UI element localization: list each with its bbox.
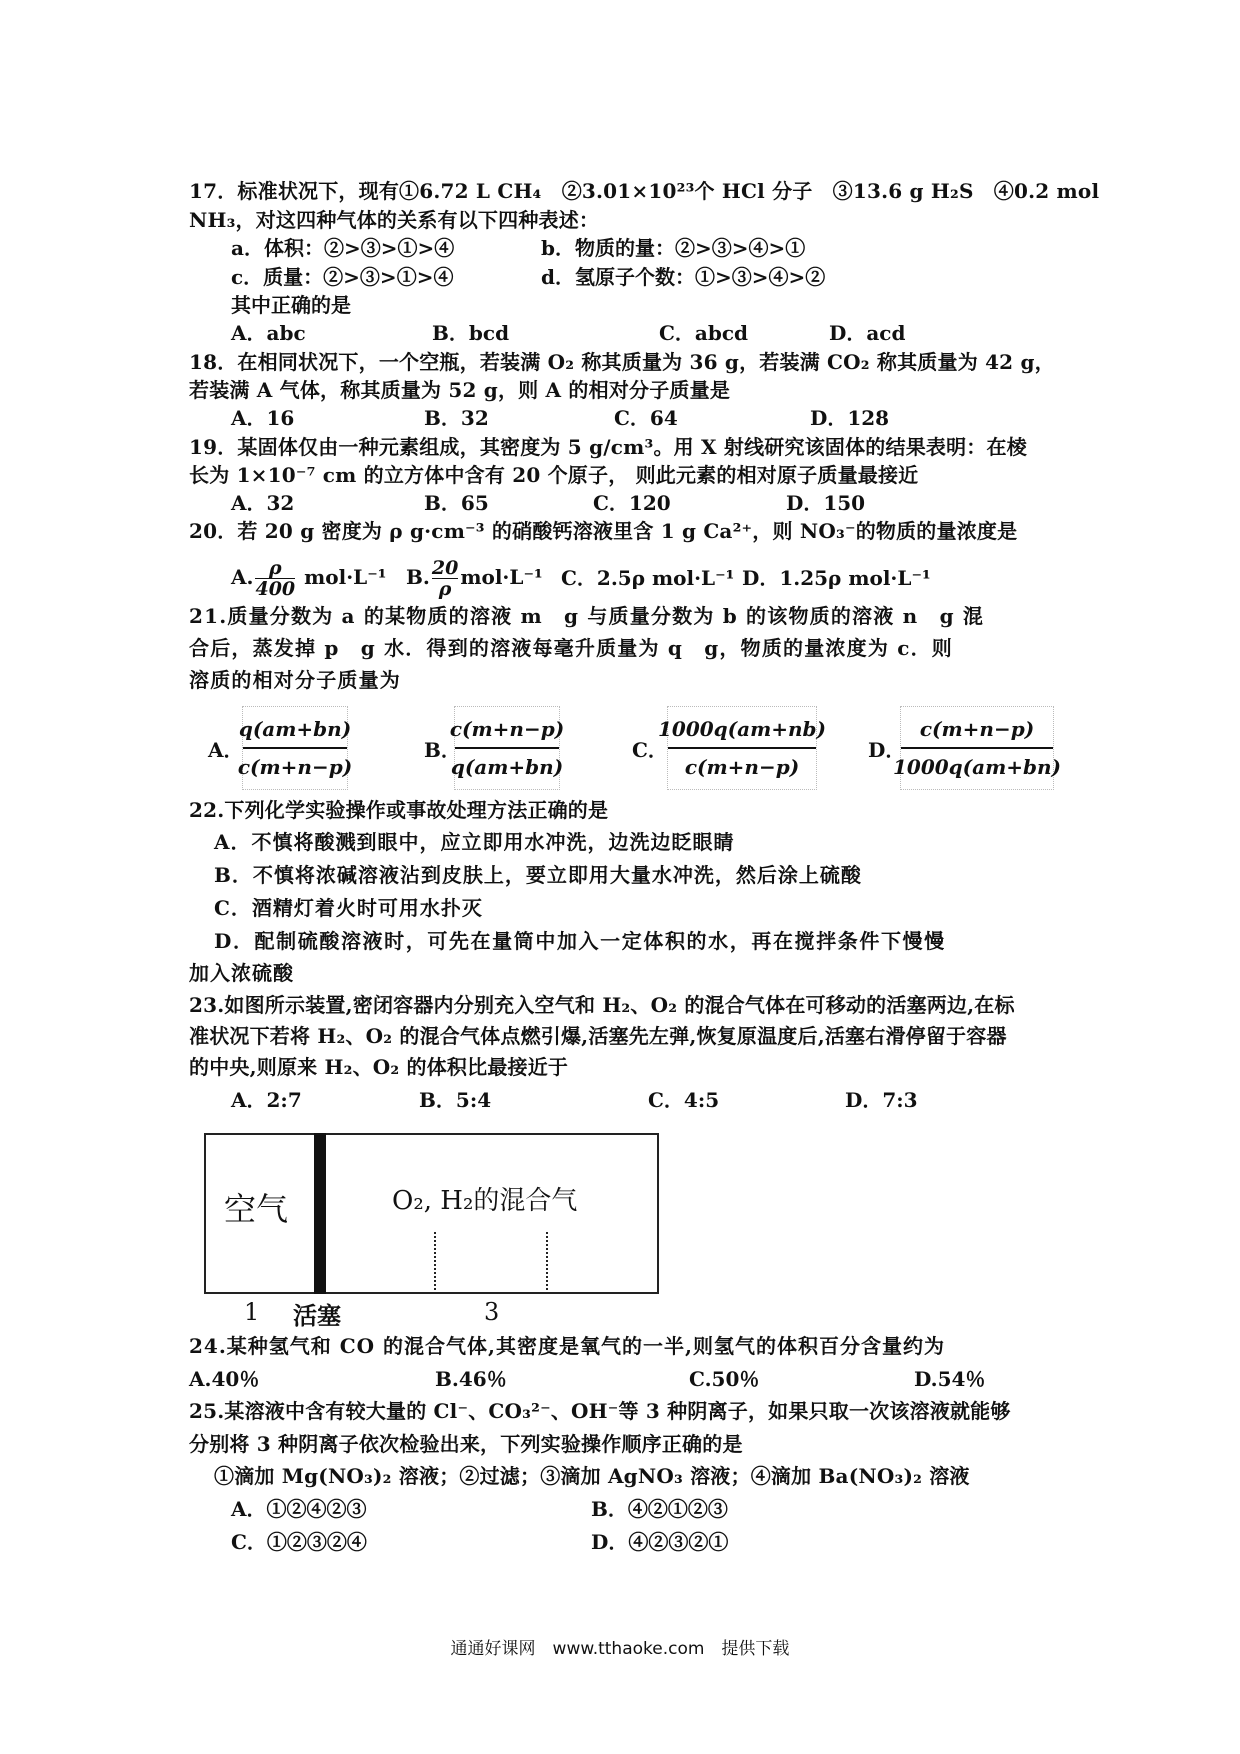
q20-option-a-unit: mol·L⁻¹ (297, 565, 387, 589)
q25-steps: ①滴加 Mg(NO₃)₂ 溶液；②过滤；③滴加 AgNO₃ 溶液；④滴加 Ba(NO₃)₂ 溶液 (214, 1464, 970, 1488)
q18-stem-line1: 18．在相同状况下，一个空瓶，若装满 O₂ 称其质量为 36 g，若装满 CO₂ 称其质量为 42 g， (189, 350, 1055, 374)
q20-option-b-unit: mol·L⁻¹ (460, 565, 543, 589)
q19-option-c: C．120 (593, 491, 671, 515)
q17-statement-a: a．体积：②>③>①>④ (231, 236, 455, 260)
q20-option-b-fraction (432, 558, 458, 599)
q21-stem-line1: 21.质量分数为 a 的某物质的溶液 m g 与质量分数为 b 的该物质的溶液 n g 混 (189, 604, 985, 628)
q21-option-c-numerator: 1000q(am+nb) (658, 717, 826, 741)
q20-option-a-label: A. (231, 565, 254, 589)
fraction-bar (668, 747, 816, 749)
diagram-label-piston: 活塞 (293, 1301, 341, 1330)
q25-option-b: B．④②①②③ (591, 1497, 728, 1521)
q17-option-b: B．bcd (432, 321, 510, 345)
q20-stem: 20．若 20 g 密度为 ρ g·cm⁻³ 的硝酸钙溶液里含 1 g Ca²⁺，则 NO₃⁻的物质的量浓度是 (189, 519, 1018, 543)
q20-option-a-denominator: 400 (255, 578, 296, 600)
q17-option-d: D．acd (829, 321, 906, 345)
q23-stem-line3: 的中央,则原来 H₂、O₂ 的体积比最接近于 (189, 1055, 569, 1079)
q24-option-c: C.50％ (689, 1367, 760, 1391)
q23-option-d: D．7:3 (845, 1088, 918, 1112)
q17-stem-line1: 17．标准状况下，现有①6.72 L CH₄ ②3.01×10²³个 HCl 分子 ③13.6 g H₂S ④0.2 mol (189, 179, 1100, 203)
dashed-marker-right (546, 1232, 548, 1294)
q21-option-a-fraction (237, 706, 353, 790)
q21-option-b-fraction (449, 706, 565, 790)
fraction-bar (901, 747, 1053, 749)
q21-option-d-numerator: c(m+n−p) (919, 717, 1035, 741)
q18-stem-line2: 若装满 A 气体，称其质量为 52 g，则 A 的相对分子质量是 (189, 378, 731, 402)
fraction-bar (243, 747, 347, 749)
piston (314, 1133, 326, 1294)
q23-stem-line1: 23.如图所示装置,密闭容器内分别充入空气和 H₂、O₂ 的混合气体在可移动的活塞两边,在标 (189, 993, 1015, 1017)
q21-option-c-fraction (658, 706, 826, 790)
q19-stem-line2: 长为 1×10⁻⁷ cm 的立方体中含有 20 个原子， 则此元素的相对原子质量最接近 (189, 463, 919, 487)
q17-statement-d: d．氢原子个数：①>③>④>② (541, 265, 826, 289)
q19-option-b: B．65 (424, 491, 489, 515)
q21-option-b-denominator: q(am+bn) (450, 755, 564, 779)
q23-option-c: C．4:5 (648, 1088, 720, 1112)
q20-option-a-fraction (255, 558, 295, 599)
q18-option-b: B．32 (424, 406, 489, 430)
q24-option-b: B.46％ (435, 1367, 507, 1391)
q21-option-b-numerator: c(m+n−p) (449, 717, 565, 741)
dashed-marker-left (434, 1232, 436, 1294)
q21-option-a-label: A． (208, 738, 244, 762)
q21-stem-line3: 溶质的相对分子质量为 (189, 668, 401, 692)
q22-option-d-line2: 加入浓硫酸 (189, 961, 294, 985)
q22-option-d-line1: D．配制硫酸溶液时，可先在量筒中加入一定体积的水，再在搅拌条件下慢慢 (214, 929, 946, 953)
q21-option-a-denominator: c(m+n−p) (237, 755, 353, 779)
diagram-label-1: 1 (244, 1298, 260, 1326)
q22-option-c: C．酒精灯着火时可用水扑灭 (214, 896, 483, 920)
q19-option-a: A．32 (231, 491, 295, 515)
q17-option-c: C．abcd (659, 321, 749, 345)
q19-stem-line1: 19．某固体仅由一种元素组成，其密度为 5 g/cm³。用 X 射线研究该固体的结果表明：在棱 (189, 435, 1027, 459)
q18-option-a: A．16 (231, 406, 295, 430)
q21-option-d-fraction (893, 706, 1061, 790)
q20-option-a (231, 558, 387, 599)
q17-statement-c: c．质量：②>③>①>④ (231, 265, 454, 289)
q19-option-d: D．150 (786, 491, 866, 515)
q22-stem: 22.下列化学实验操作或事故处理方法正确的是 (189, 798, 609, 822)
q23-stem-line2: 准状况下若将 H₂、O₂ 的混合气体点燃引爆,活塞先左弹,恢复原温度后,活塞右滑停留于容器 (189, 1024, 1007, 1048)
q21-option-d-label: D． (868, 738, 906, 762)
q17-option-a: A．abc (231, 321, 306, 345)
diagram-label-air: 空气 (224, 1190, 289, 1228)
q17-prompt: 其中正确的是 (231, 293, 351, 317)
fraction-bar (455, 747, 559, 749)
q23-option-b: B．5:4 (419, 1088, 492, 1112)
q20-option-d: D．1.25ρ mol·L⁻¹ (742, 566, 931, 590)
q20-option-c: C．2.5ρ mol·L⁻¹ (561, 566, 735, 590)
q25-stem-line1: 25.某溶液中含有较大量的 Cl⁻、CO₃²⁻、OH⁻等 3 种阴离子，如果只取一次该溶液就能够 (189, 1399, 1011, 1423)
q21-option-b-label: B． (424, 738, 461, 762)
q24-option-d: D.54％ (914, 1367, 986, 1391)
q20-option-b-denominator: ρ (438, 578, 452, 600)
q25-option-a: A．①②④②③ (231, 1497, 367, 1521)
q21-option-c-denominator: c(m+n−p) (684, 755, 800, 779)
q24-stem: 24.某种氢气和 CO 的混合气体,其密度是氧气的一半,则氢气的体积百分含量约为 (189, 1334, 945, 1358)
q20-option-b-numerator: 20 (431, 557, 459, 579)
page-footer: 通通好课网 www.tthaoke.com 提供下载 (450, 1639, 790, 1659)
q25-option-d: D．④②③②① (591, 1530, 729, 1554)
q20-option-b-label: B. (406, 565, 430, 589)
q21-option-d-denominator: 1000q(am+bn) (893, 755, 1061, 779)
q20-option-b (406, 558, 543, 599)
q23-option-a: A．2:7 (231, 1088, 302, 1112)
q20-option-a-numerator: ρ (269, 557, 282, 579)
q21-option-a-numerator: q(am+bn) (238, 717, 352, 741)
q21-option-c-label: C． (632, 738, 668, 762)
diagram-label-3: 3 (484, 1298, 500, 1326)
q17-stem-line2: NH₃，对这四种气体的关系有以下四种表述： (189, 208, 600, 232)
q22-option-a: A．不慎将酸溅到眼中，应立即用水冲洗，边洗边眨眼睛 (214, 830, 735, 854)
q25-stem-line2: 分别将 3 种阴离子依次检验出来，下列实验操作顺序正确的是 (189, 1432, 743, 1456)
diagram-label-mixture: O₂, H₂的混合气 (392, 1186, 578, 1216)
q21-stem-line2: 合后，蒸发掉 p g 水．得到的溶液每毫升质量为 q g，物质的量浓度为 c．则 (189, 636, 953, 660)
q18-option-c: C．64 (614, 406, 678, 430)
q24-option-a: A.40％ (189, 1367, 260, 1391)
q17-statement-b: b．物质的量：②>③>④>① (541, 236, 806, 260)
q25-option-c: C．①②③②④ (231, 1530, 367, 1554)
q22-option-b: B．不慎将浓碱溶液沾到皮肤上，要立即用大量水冲洗，然后涂上硫酸 (214, 863, 862, 887)
q18-option-d: D．128 (810, 406, 890, 430)
